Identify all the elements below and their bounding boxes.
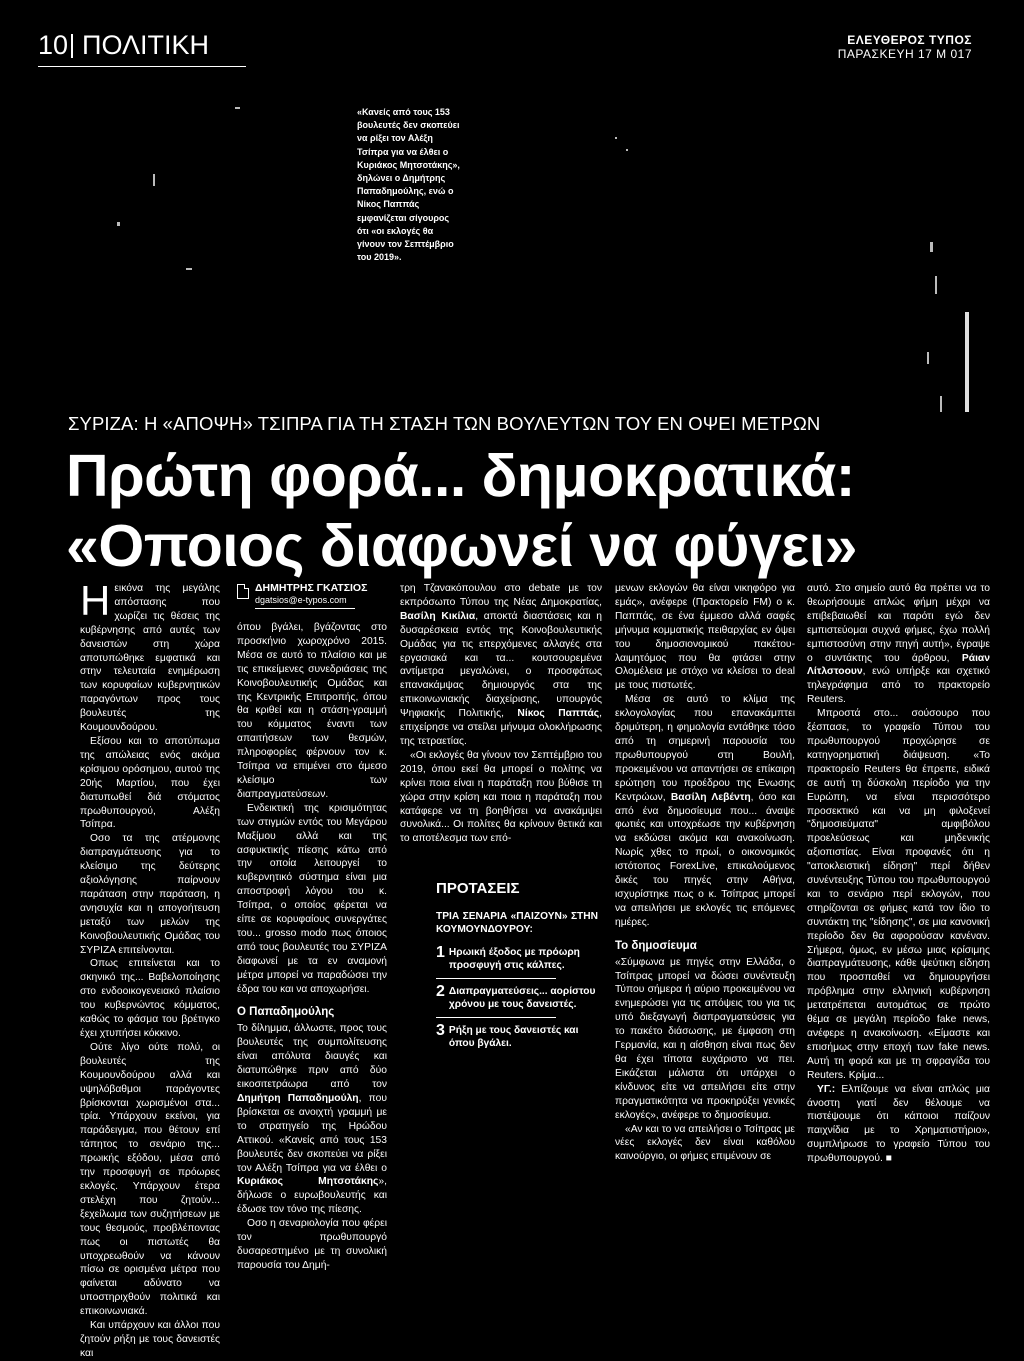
author-name: ΔΗΜΗΤΡΗΣ ΓΚΑΤΣΙΟΣ: [255, 582, 368, 594]
paragraph: μενων εκλογών θα είναι νικηφόρο για εμάς», ανέφερε (Πρακτορείο FM) ο κ. Παππάς, σε ένα έμμεσο αλλά σαφές μήνυμα κομματικής πειθαρχίας εν όψει του δημοσιονομικού πακέτου-λαιμητόμος που θα φτάσει στην Ολομέλεια με στόχο να κλείσει το deal με τους πιστωτές.: [615, 583, 795, 692]
proposal-divider: [436, 978, 556, 979]
proposals-title: ΠΡΟΤΑΣΕΙΣ: [436, 880, 520, 898]
paragraph: Οπως επιτείνεται και το σκηνικό της... Βαβελοποίησης στο ενδοοικογενειακό πλαίσιο του κυβερνώντος κόμματος, καθώς το φάσμα του βρέτιγκο έχει χτυπήσει κόκκινο.: [80, 958, 220, 1039]
paragraph: τρη Τζανακόπουλου στο debate με τον εκπρόσωπο Τύπου της Νέας Δημοκρατίας, Βασίλη Κικίλια, αποκτά διαστάσεις και η δυσαρέσκεια εντός της Κοινοβουλευτικής Ομάδας για τις επερχόμενες αλλαγές στα εργασιακά και τα... κουτσουρεμένα αντίμετρα μεγαλώνει, ο προσφάτως επανακάμψας δημιουργός στα της επικοινωνιακής διαχείρισης, υπουργός Ψηφιακής Πολιτικής, Νίκος Παππάς, επιχείρησε να στείλει μήνυμα ολοκλήρωσης της τετραετίας.: [400, 583, 603, 747]
paragraph: Ηεικόνα της μεγάλης απόστασης που χωρίζει τις θέσεις της κυβέρνησης από αυτές των δανειστών στη χώρα αποτυπώθηκε εμφατικά και στην τελευταία ενημέρωση των κορυφαίων κυβερνητικών παραγόντων προς τους βουλευτές της Κουμουνδούρου.: [80, 577, 220, 734]
paragraph: «Οι εκλογές θα γίνουν τον Σεπτέμβριο του 2019, όπου εκεί θα μπορεί ο πολίτης να κρίνει ποια είναι η παράταξη που βύθισε τη χώρα στην κρίση και ποια η παράταξη που κατάφερε να τη βοηθήσει να ανακάμψει συνολικά... Οι πολίτες θα κρίνουν θετικά και το αποτέλεσμα των επό-: [400, 749, 602, 845]
proposals-subtitle: ΤΡΙΑ ΣΕΝΑΡΙΑ «ΠΑΙΖΟΥΝ» ΣΤΗΝ ΚΟΥΜΟΥΝΔΟΥΡΟΥ:: [436, 911, 598, 936]
byline-rule: [255, 608, 355, 609]
paragraph: ΥΓ.: Ελπίζουμε να είναι απλώς μια άνοστη γιατί δεν θέλουμε να πιστέψουμε ότι κάποιοι παίζουν παιχνίδια με το Χρηματιστήριο», συμπλήρωσε το γραφείο Τύπου του πρωθυπουργού. ■: [807, 1083, 990, 1165]
header-rule: [38, 66, 246, 67]
section-title: ΠΟΛΙΤΙΚΗ: [82, 30, 210, 60]
issue-date: ΠΑΡΑΣΚΕΥΗ 17 Μ 017: [837, 47, 972, 61]
drop-cap: Η: [80, 577, 111, 624]
pull-quote: «Κανείς από τους 153 βουλευτές δεν σκοπεύει να ρίξει τον Αλέξη Τσίπρα για να έλθει ο Κυριάκος Μητσοτάκης», δηλώνει ο Δημήτρης Παπαδημούλης, ενώ ο Νίκος Παππάς εμφανίζεται σίγουρος ότι «οι εκλογές θα γίνουν τον Σεπτέμβριο του 2019».: [357, 107, 460, 263]
headline: [66, 441, 966, 581]
article-column-4: [615, 582, 795, 1164]
subheading: Το δημοσίευμα: [615, 939, 697, 952]
document-icon: [237, 584, 249, 599]
paragraph: όπου βγάλει, βγάζοντας στο προσκήνιο χωροχρόνο 2015. Μέσα σε αυτό το πλαίσιο και με τις επικείμενες συνεδριάσεις της Κοινοβουλευτικής Ομάδας και της Κεντρικής Επιτροπής, όπου θα κριθεί και η στάση-γραμμή του κόμματος έναντι των απαιτήσεων των θεσμών, πληροφορίες φέρνουν τον κ. Τσίπρα να επιμένει στο άμεσο κλείσιμο των διαπραγματεύσεων.: [237, 622, 387, 800]
paragraph: Μέσα σε αυτό το κλίμα της εκλογολογίας που επανακάμπτει δριμύτερη, η φημολογία εντάθηκε τόσο από τη σημερινή παρουσία του πρωθυπουργού στη Βουλή, προκειμένου να απαντήσει σε επίκαιρη ερώτηση του προέδρου της Ενωσης Κεντρώων, Βασίλη Λεβέντη, όσο και από ένα δημοσίευμα που... άναψε φωτιές και υποχρέωσε την κυβέρνηση να εκδώσει ακόμα και ανακοίνωση. Νωρίς χθες το πρωί, ο οικονομικός ιστότοπος ForexLive, επικαλούμενος δικές του πηγές στην Αθήνα, ισχυρίστηκε πως ο κ. Τσίπρας μπορεί να απειλήσει με εκλογές τις επόμενες ημέρες.: [615, 694, 795, 928]
proposal-divider: [436, 1017, 556, 1018]
paragraph: Εξίσου και το αποτύπωμα της απώλειας ενός ακόμα κρίσιμου ορόσημου, αυτού της 20ής Μαρτίου, που έχει διατυπωθεί διά στόματος πρωθυπουργού, Αλέξη Τσίπρα.: [80, 735, 220, 831]
headline-line-2: «Οποιος διαφωνεί να φύγει»: [66, 513, 857, 579]
paragraph: Το δίλημμα, άλλωστε, προς τους βουλευτές της συμπολίτευσης είναι απόλυτα διαυγές και διατυπώθηκε πριν από δύο εικοσιτετράωρα από τον Δημήτρη Παπαδημούλη, που βρίσκεται σε ανοιχτή γραμμή με το στρατηγείο της Ηρώδου Αττικού. «Κανείς από τους 153 βουλευτές δεν σκοπεύει να ρίξει τον Αλέξη Τσίπρα για να έλθει ο Κυριάκος Μητσοτάκης», δήλωσε ο ευρωβουλευτής και έδωσε τον τόνο της πίεσης.: [237, 1023, 387, 1216]
paragraph: Ενδεικτική της κρισιμότητας των στιγμών εντός του Μεγάρου Μαξίμου αλλά και της ασφυκτικής πίεσης κάτω από την οποία λειτουργεί το κυβερνητικό σύστημα είναι μια αποστροφή λόγου του κ. Τσίπρα, ο οποίος φέρεται να είπε σε κορυφαίους συνεργάτες του... grosso modo πως όποιος από τους βουλευτές του ΣΥΡΙΖΑ διαφωνεί με τα εν αναμονή μέτρα μπορεί να παραδώσει την έδρα του και να αποχωρήσει.: [237, 802, 387, 995]
subheading: Ο Παπαδημούλης: [237, 1006, 335, 1019]
paragraph: «Σύμφωνα με πηγές στην Ελλάδα, ο Τσίπρας μπορεί να δώσει συνέντευξη Τύπου σήμερα ή αύριο προκειμένου να ενημερώσει για τις απόψεις του για τις υπό διεξαγωγή διαπραγματεύσεις για το πακέτο διάσωσης, με έμφαση στη Γερμανία, και η αίσθηση είναι πως δεν θα έχει τίποτα ευχάριστο να πει. Εικάζεται μάλιστα ότι υπάρχει ο κίνδυνος είτε να απειλήσει είτε στην πραγματικότητα να προκηρύξει γενικές εκλογές», ανέφερε το δημοσίευμα.: [615, 956, 795, 1121]
author-email[interactable]: dgatsios@e-typos.com: [255, 595, 347, 605]
header-divider: [71, 34, 73, 58]
proposals-box: [400, 880, 602, 1050]
paragraph: αυτό. Στο σημείο αυτό θα πρέπει να το θεωρήσουμε απλώς φήμη μέχρι να επιβεβαιωθεί και παρότι εγώ δεν εμπιστεύομαι συχνά φήμες, έχω πολλή εμπιστοσύνη στην πηγή αυτή», έγραψε ο συντάκτης του άρθρου, Ράιαν Λίτλστοουν, ενώ υπήρξε και σχετικό τηλεγράφημα από το πρακτορείο Reuters.: [807, 583, 990, 706]
article-column-3: [400, 582, 602, 1060]
kicker: ΣΥΡΙΖΑ: Η «ΑΠΟΨΗ» ΤΣΙΠΡΑ ΓΙΑ ΤΗ ΣΤΑΣΗ ΤΩΝ ΒΟΥΛΕΥΤΩΝ ΤΟΥ ΕΝ ΟΨΕΙ ΜΕΤΡΩΝ: [68, 413, 821, 434]
paragraph: Οσο τα της ατέρμονης διαπραγμάτευσης για το κλείσιμο της δεύτερης αξιολόγησης παίρνουν παράταση στην παράταση, η ανησυχία και η απογοήτευση μεταξύ των μελών της Κοινοβουλευτικής Ομάδας του ΣΥΡΙΖΑ επιτείνονται.: [80, 833, 220, 956]
article-column-1: [80, 577, 220, 1361]
paragraph: Μπροστά στο... σούσουρο που ξέσπασε, το γραφείο Τύπου του πρωθυπουργού προχώρησε σε κατηγορηματική διάψευση. «Το πρακτορείο Reuters θα έπρεπε, ειδικά σε αυτή τη δύσκολη περίοδο για την Ευρώπη, να είναι περισσότερο προσεκτικό και να μη φιλοξενεί "δημοσιεύματα" αμφιβόλου προελεύσεως και μηδενικής αξιοπιστίας. Είναι προφανές ότι η "αποκλειστική είδηση" περί δήθεν συνέντευξης Τύπου του πρωθυπουργού και το σενάριο περί εκλογών, που στηρίζονται σε φήμες κατά τον ίδιο το συντάκτη της "είδησης", σε μια κανονική περίοδο δεν θα αφορούσαν κανέναν. Σήμερα, όμως, εν μέσω μιας κρίσιμης διαπραγμάτευσης, κάθε ψεύτικη είδηση που προσπαθεί να δημιουργήσει πρόβλημα στην ελληνική κυβέρνηση μετατρέπεται αυτομάτως σε πρώτο θέμα σε μεγάλη περίοδο fake news, ανέφερε η ανακοίνωση. «Είμαστε και επισήμως στην εποχή των fake news. Αυτή τη φορά και με τη σφραγίδα του Reuters. Κρίμα...: [807, 708, 990, 1081]
newspaper-name: ΕΛΕΥΘΕΡΟΣ ΤΥΠΟΣ: [847, 33, 972, 47]
paragraph: Οσο η σεναριολογία που φέρει τον πρωθυπουργό δυσαρεστημένο με τη συνολική παρουσία του Δημή-: [237, 1218, 387, 1271]
article-column-2: [237, 582, 387, 1273]
headline-line-1: Πρώτη φορά... δημοκρατικά:: [66, 443, 855, 509]
byline: [237, 582, 387, 613]
page-number: 10: [38, 30, 69, 60]
proposal-item: 2 Διαπραγματεύσεις... αορίστου χρόνου με τους δανειστές.: [436, 983, 596, 1011]
paragraph: Και υπάρχουν και άλλοι που ζητούν ρήξη με τους δανειστές και: [80, 1320, 220, 1359]
article-column-5: [807, 582, 990, 1166]
proposal-item: 1 Ηρωική έξοδος με πρόωρη προσφυγή στις κάλπες.: [436, 944, 580, 972]
paragraph: Ούτε λίγο ούτε πολύ, οι βουλευτές της Κουμουνδούρου αλλά και υψηλόβαθμοι παράγοντες βρίσκονται χωρισμένοι στα... τρία. Υπάρχουν εκείνοι, για παράδειγμα, που θέτουν επί τάπητος το σενάριο της... πρωικής εξόδου, μέσα από την προσφυγή σε πρόωρες εκλογές. Υπάρχουν έτερα στελέχη που ζητούν... ξεχείλωμα των συζητήσεων με τους θεσμούς, προβλέποντας πως οι πιστωτές θα υποχρεωθούν να κάνουν πίσω σε ορισμένα μέτρα που φαίνεται αδύνατο να υποστηριχθούν πολιτικά και επικοινωνιακά.: [80, 1041, 220, 1318]
proposal-item: 3 Ρήξη με τους δανειστές και όπου βγάλει.: [436, 1022, 579, 1050]
paragraph: «Αν και το να απειλήσει ο Τσίπρας με νέες εκλογές δεν είναι καθόλου καινούργιο, οι φήμες επιμένουν σε: [615, 1123, 795, 1163]
